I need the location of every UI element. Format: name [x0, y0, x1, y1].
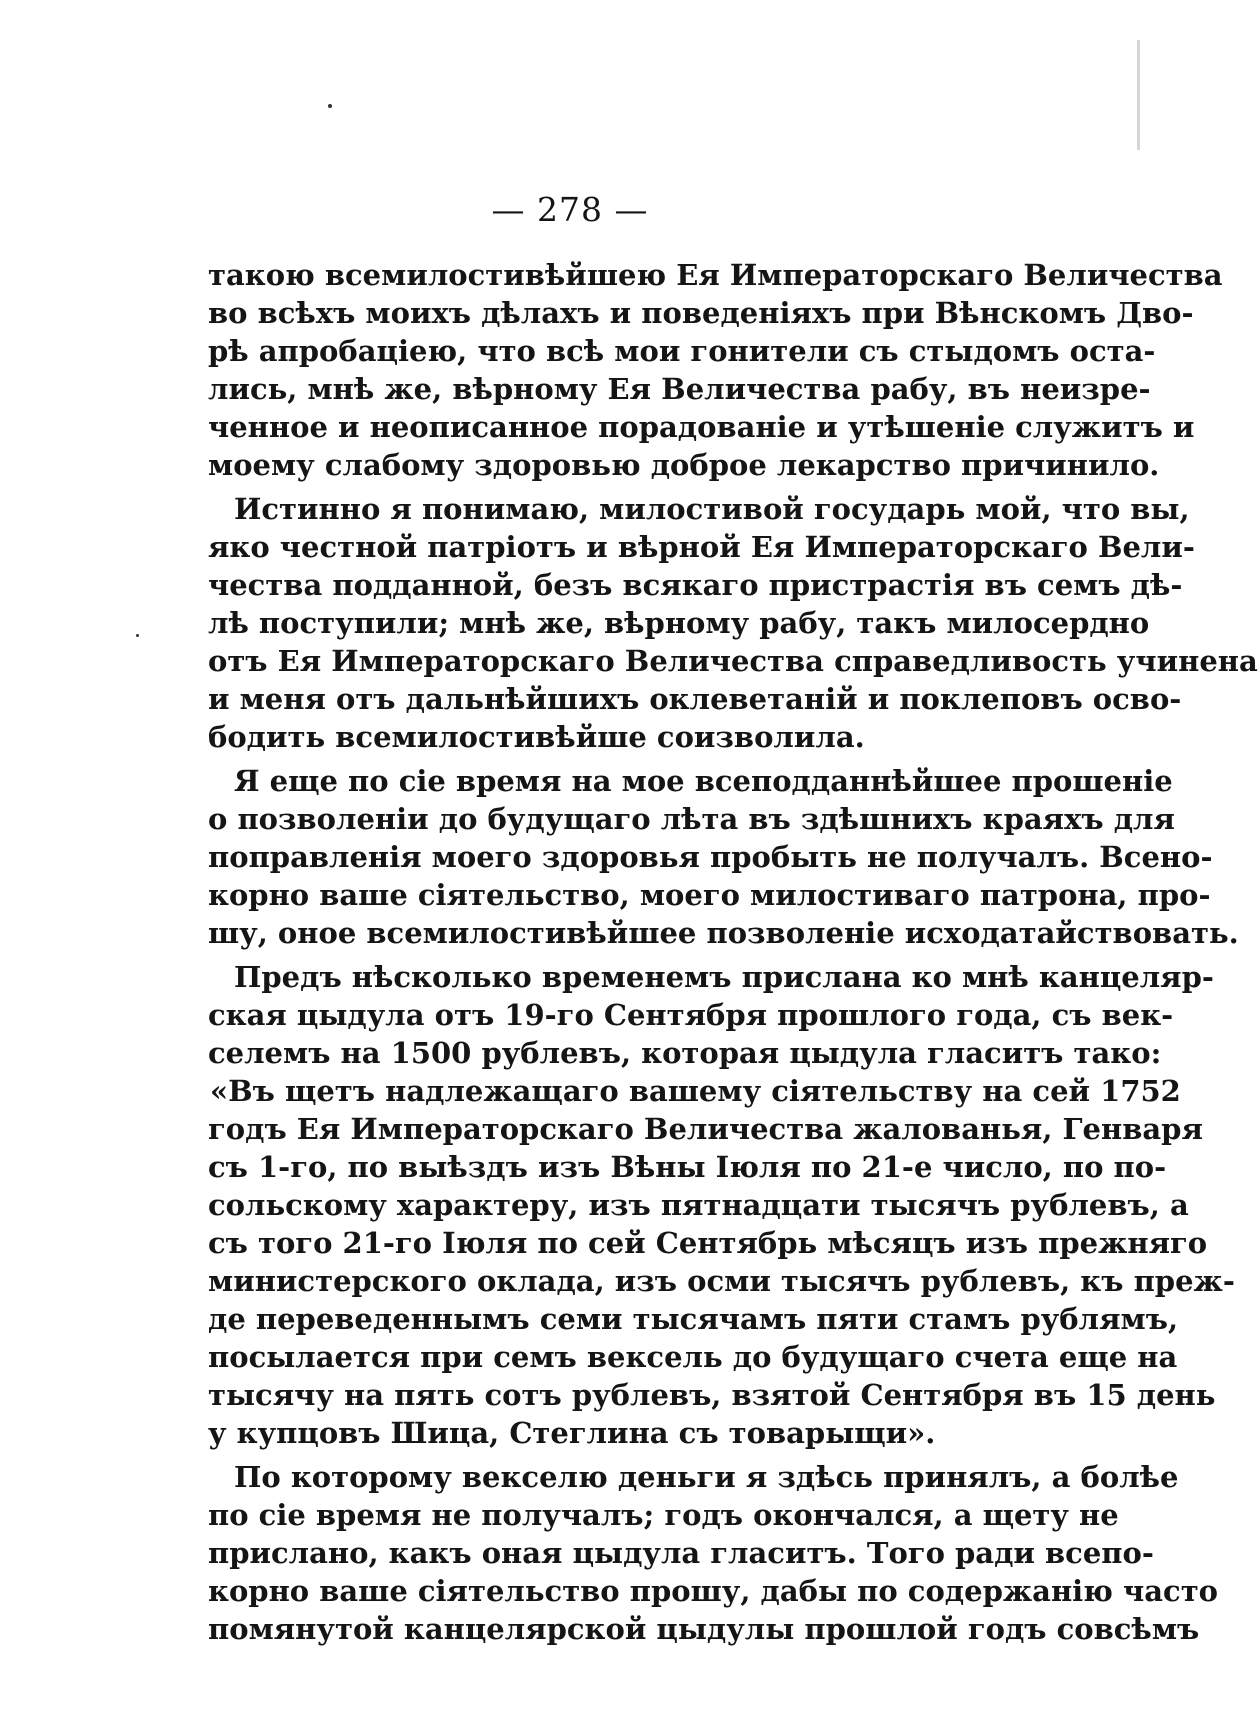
quote-line: министерского оклада, изъ осми тысячъ рублевъ, къ преж-	[208, 1264, 1235, 1298]
text-line: лѣ поступили; мнѣ же, вѣрному рабу, такъ милосердно	[208, 606, 1150, 640]
quote-line: тысячу на пять сотъ рублевъ, взятой Сентября въ 15 день	[208, 1378, 1216, 1412]
text-line: бодить всемилостивѣйше соизволила.	[208, 720, 865, 754]
text-line: лись, мнѣ же, вѣрному Ея Величества рабу, въ неизре-	[208, 372, 1151, 406]
text-line: По которому векселю деньги я здѣсь принялъ, а болѣе	[234, 1460, 1179, 1494]
text-line: и меня отъ дальнѣйшихъ оклеветаній и поклеповъ осво-	[208, 682, 1182, 716]
quote-line: посылается при семъ вексель до будущаго счета еще на	[208, 1340, 1178, 1374]
text-line: корно ваше сіятельство, моего милостиваго патрона, про-	[208, 878, 1211, 912]
text-line: о позволеніи до будущаго лѣта въ здѣшнихъ краяхъ для	[208, 802, 1175, 836]
quote-line: у купцовъ Шица, Стеглина съ товарыщи».	[208, 1416, 936, 1450]
text-line: во всѣхъ моихъ дѣлахъ и поведеніяхъ при Вѣнскомъ Дво-	[208, 296, 1194, 330]
text-line: Истинно я понимаю, милостивой государь мой, что вы,	[234, 492, 1190, 526]
text-line: ченное и неописанное порадованіе и утѣшеніе служитъ и	[208, 410, 1195, 444]
page-number: — 278 —	[491, 190, 649, 229]
quote-line: съ 1-го, по выѣздъ изъ Вѣны Іюля по 21-е число, по по-	[208, 1150, 1167, 1184]
text-line: яко честной патріотъ и вѣрной Ея Императорскаго Вели-	[208, 530, 1195, 564]
text-line: корно ваше сіятельство прошу, дабы по содержанію часто	[208, 1574, 1219, 1608]
text-line: моему слабому здоровью доброе лекарство причинило.	[208, 448, 1160, 482]
text-line: помянутой канцелярской цыдулы прошлой годъ совсѣмъ	[208, 1612, 1200, 1646]
text-line: ская цыдула отъ 19-го Сентября прошлого года, съ век-	[208, 998, 1174, 1032]
body-text	[208, 256, 1258, 1648]
text-line: такою всемилостивѣйшею Ея Императорскаго Величества	[208, 258, 1223, 292]
text-line: чества подданной, безъ всякаго пристрастія въ семъ дѣ-	[208, 568, 1183, 602]
quote-line: годъ Ея Императорскаго Величества жалованья, Генваря	[208, 1112, 1203, 1146]
text-line: шу, оное всемилостивѣйшее позволеніе исходатайствовать.	[208, 916, 1239, 950]
quote-line: де переведеннымъ семи тысячамъ пяти стамъ рублямъ,	[208, 1302, 1179, 1336]
text-line: по сіе время не получалъ; годъ окончался, а щету не	[208, 1498, 1119, 1532]
text-line: рѣ апробаціею, что всѣ мои гонители съ стыдомъ оста-	[208, 334, 1156, 368]
text-line: Я еще по сіе время на мое всеподданнѣйшее прошеніе	[234, 764, 1173, 798]
quote-line: сольскому характеру, изъ пятнадцати тысячъ рублевъ, а	[208, 1188, 1189, 1222]
dust-speck	[136, 634, 139, 637]
text-line: Предъ нѣсколько временемъ прислана ко мнѣ канцеляр-	[234, 960, 1214, 994]
text-line: поправленія моего здоровья пробыть не получалъ. Всено-	[208, 840, 1213, 874]
dust-speck	[328, 104, 332, 108]
quote-line: съ того 21-го Іюля по сей Сентябрь мѣсяцъ изъ прежняго	[208, 1226, 1208, 1260]
text-line: селемъ на 1500 рублевъ, которая цыдула гласитъ тако:	[208, 1036, 1162, 1070]
quote-line: «Въ щетъ надлежащаго вашему сіятельству на сей 1752	[210, 1074, 1181, 1108]
text-line: отъ Ея Императорскаго Величества справедливость учинена	[208, 644, 1258, 678]
page-edge-mark	[1137, 40, 1140, 150]
text-line: прислано, какъ оная цыдула гласитъ. Того ради всепо-	[208, 1536, 1154, 1570]
